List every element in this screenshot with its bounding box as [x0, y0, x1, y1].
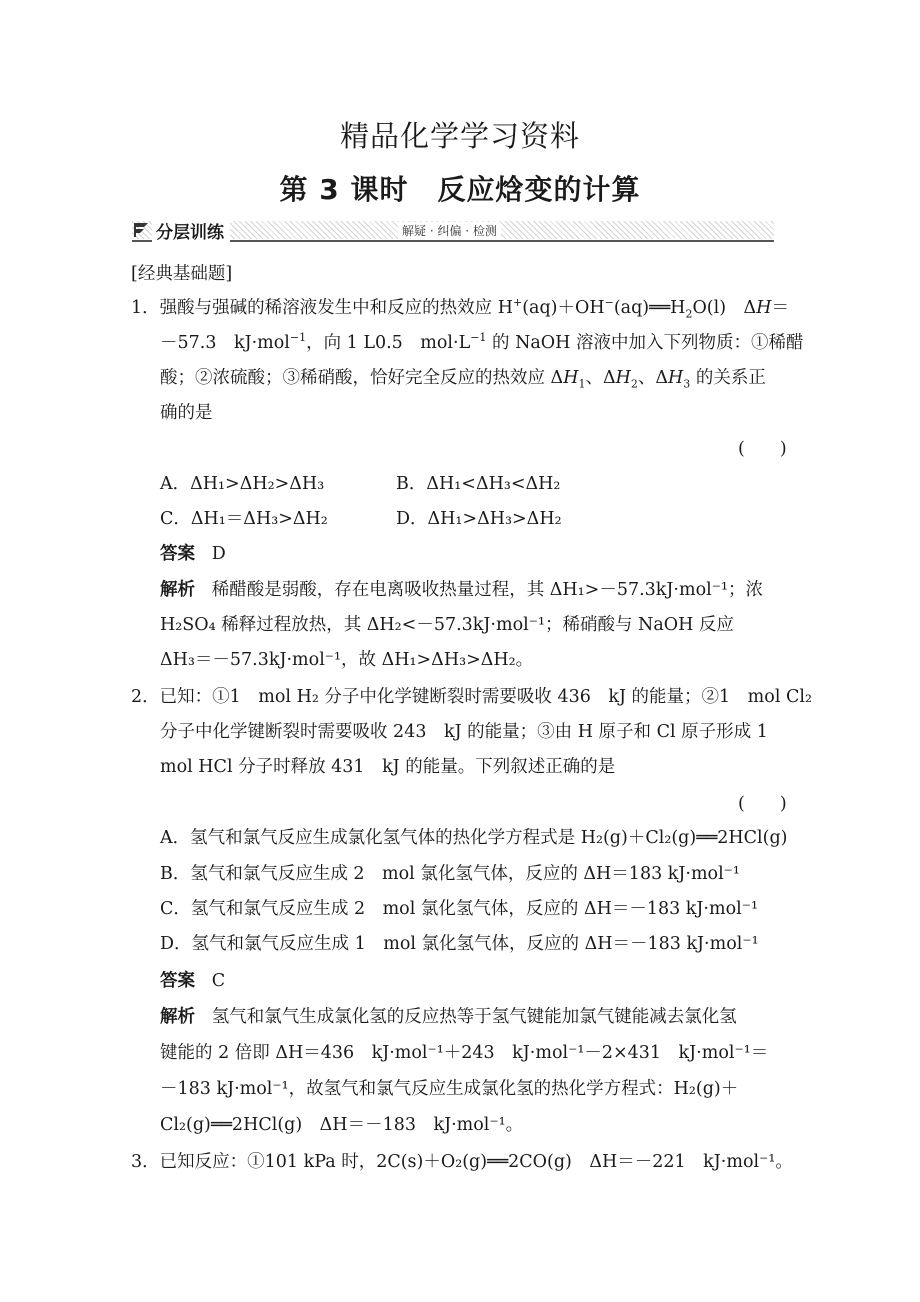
text: (aq)＋OH — [522, 298, 605, 318]
analysis-label: 解析 — [160, 580, 195, 600]
answer-label: 答案 — [160, 544, 195, 564]
q2-option-c: C．氢气和氯气反应生成 2 mol 氯化氢气体，反应的 ΔH＝－183 kJ·mol⁻¹ — [160, 899, 758, 919]
q3-line-1 — [131, 1150, 793, 1174]
sup: −1 — [470, 331, 487, 345]
q2-line-3: mol HCl 分子时释放 431 kJ 的能量。下列叙述正确的是 — [160, 757, 616, 777]
text: 已知反应：①101 kPa 时，2C(s)＋O₂(g)══2CO(g) ΔH＝－221 kJ·mol⁻¹。 — [159, 1152, 793, 1172]
q1-analysis-3: ΔH₃＝－57.3kJ·mol⁻¹，故 ΔH₁>ΔH₃>ΔH₂。 — [160, 650, 534, 670]
sub: 2 — [630, 377, 638, 391]
text: (aq)══H — [613, 298, 686, 318]
q1-answer — [160, 542, 226, 566]
italic-h: H — [563, 368, 579, 388]
sub: 3 — [683, 377, 691, 391]
q2-analysis-3: －183 kJ·mol⁻¹，故氢气和氯气反应生成氯化氢的热化学方程式：H₂(g)＋ — [160, 1079, 739, 1099]
q2-analysis-1 — [160, 1005, 737, 1029]
text: 酸；②浓硫酸；③稀硝酸，恰好完全反应的热效应 Δ — [160, 368, 564, 388]
q1-option-c: C．ΔH₁＝ΔH₃>ΔH₂ — [160, 509, 328, 529]
q3-number: 3． — [131, 1152, 160, 1172]
lesson-title: 第 3 课时 反应焓变的计算 — [279, 173, 641, 206]
italic-h: H — [756, 298, 772, 318]
analysis-text: 稀醋酸是弱酸，存在电离吸收热量过程，其 ΔH₁>－57.3kJ·mol⁻¹；浓 — [211, 580, 763, 600]
q2-analysis-2: 键能的 2 倍即 ΔH＝436 kJ·mol⁻¹＋243 kJ·mol⁻¹－2×431 kJ·mol⁻¹＝ — [160, 1043, 769, 1063]
q2-number: 2． — [131, 687, 160, 707]
q1-line-1 — [131, 296, 789, 320]
q1-line-3 — [160, 366, 766, 390]
q2-line-1 — [131, 685, 812, 709]
answer-label: 答案 — [160, 971, 195, 991]
sup: + — [512, 296, 523, 310]
text: ＝ — [771, 298, 789, 318]
text: ，向 1 L0.5 mol·L — [306, 333, 471, 353]
text: 、Δ — [637, 368, 669, 388]
q2-option-a: A．氢气和氯气反应生成氯化氢气体的热化学方程式是 H₂(g)＋Cl₂(g)══2HCl(g) — [160, 828, 788, 848]
analysis-label: 解析 — [160, 1007, 195, 1027]
q2-answer-blank: ( ) — [738, 794, 787, 814]
banner-flag-icon — [134, 223, 148, 237]
q1-answer-blank: ( ) — [738, 439, 787, 459]
q2-line-2: 分子中化学键断裂时需要吸收 243 kJ 的能量；③由 H 原子和 Cl 原子形成 1 — [160, 722, 768, 742]
q1-option-a: A．ΔH₁>ΔH₂>ΔH₃ — [160, 474, 325, 494]
section-banner — [132, 218, 774, 244]
answer-value: C — [211, 971, 226, 991]
banner-sub: 解疑 · 纠偏 · 检测 — [398, 222, 501, 239]
analysis-text: 氢气和氯气生成氯化氢的反应热等于氢气键能加氯气键能减去氯化氢 — [211, 1007, 737, 1027]
q2-option-d: D．氢气和氯气反应生成 1 mol 氯化氢气体，反应的 ΔH＝－183 kJ·mol⁻¹ — [160, 934, 759, 954]
italic-h: H — [615, 368, 631, 388]
sup: − — [604, 296, 614, 310]
q1-line-2 — [160, 331, 803, 355]
answer-value: D — [211, 544, 226, 564]
text: 、Δ — [585, 368, 616, 388]
sup: −1 — [289, 331, 307, 345]
sub: 2 — [685, 307, 693, 321]
q2-analysis-4: Cl₂(g)══2HCl(g) ΔH＝－183 kJ·mol⁻¹。 — [160, 1115, 524, 1135]
text: 的 NaOH 溶液中加入下列物质：①稀醋 — [486, 333, 804, 353]
sub: 1 — [578, 377, 586, 391]
q2-option-b: B．氢气和氯气反应生成 2 mol 氯化氢气体，反应的 ΔH＝183 kJ·mol⁻¹ — [160, 864, 740, 884]
q1-text: 强酸与强碱的稀溶液发生中和反应的热效应 H — [159, 298, 513, 318]
text: 的关系正 — [690, 368, 766, 388]
q1-analysis-2: H₂SO₄ 稀释过程放热，其 ΔH₂<－57.3kJ·mol⁻¹；稀硝酸与 NaOH 反应 — [160, 615, 734, 635]
text: 已知：①1 mol H₂ 分子中化学键断裂时需要吸收 436 kJ 的能量；②1 mol Cl₂ — [159, 687, 812, 707]
section-heading: [经典基础题] — [131, 264, 233, 284]
italic-h: H — [668, 368, 684, 388]
document-title: 精品化学学习资料 — [339, 119, 580, 153]
text: －57.3 kJ·mol — [160, 333, 290, 353]
q1-analysis-1 — [160, 578, 763, 602]
banner-label: 分层训练 — [152, 218, 230, 243]
q1-option-b: B．ΔH₁<ΔH₃<ΔH₂ — [396, 474, 561, 494]
q2-answer — [160, 969, 225, 993]
q1-line-4: 确的是 — [160, 403, 213, 423]
q1-option-d: D．ΔH₁>ΔH₃>ΔH₂ — [396, 509, 562, 529]
q1-number: 1． — [131, 298, 160, 318]
text: O(l) Δ — [692, 298, 757, 318]
